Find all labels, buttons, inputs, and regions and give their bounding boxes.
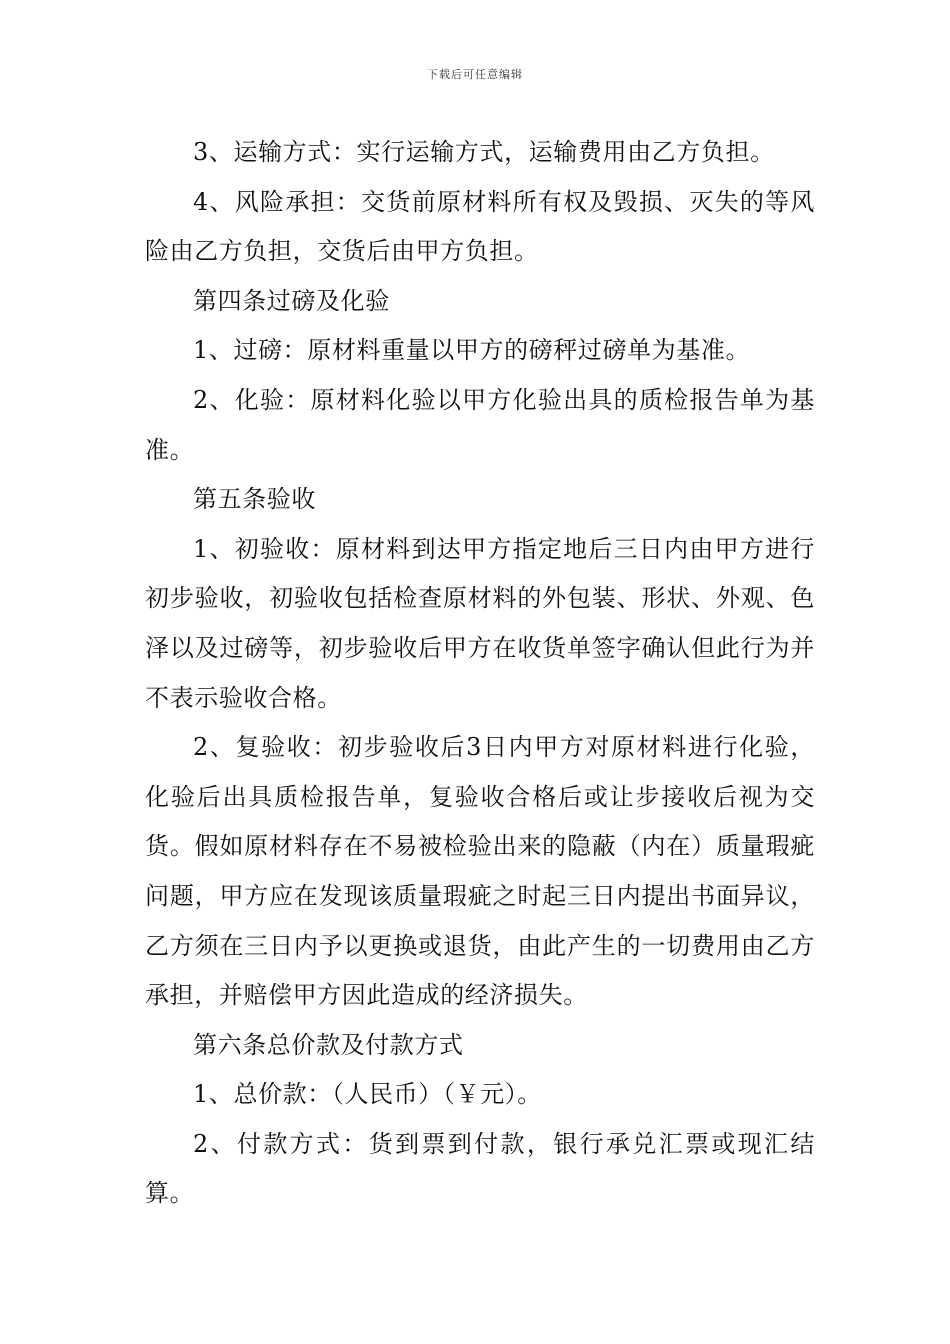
section-heading-acceptance: 第五条验收 (193, 485, 316, 514)
paragraph-risk: 4、风险承担：交货前原材料所有权及毁损、灭失的等风险由乙方负担，交货后由甲方负担。 (145, 187, 815, 266)
header-note: 下载后可任意编辑 (427, 68, 523, 81)
paragraph-assay: 2、化验：原材料化验以甲方化验出具的质检报告单为基准。 (145, 385, 815, 464)
paragraph-weighing: 1、过磅：原材料重量以甲方的磅秤过磅单为基准。 (193, 336, 751, 365)
section-heading-price: 第六条总价款及付款方式 (193, 1030, 464, 1059)
paragraph-transport: 3、运输方式：实行运输方式，运输费用由乙方负担。 (193, 138, 775, 166)
paragraph-initial-acceptance: 1、初验收：原材料到达甲方指定地后三日内由甲方进行初步验收，初验收包括检查原材料的外包装、形状、外观、色泽以及过磅等，初步验收后甲方在收货单签字确认但此行为并不表示验收合格。 (145, 534, 815, 712)
section-heading-weighing: 第四条过磅及化验 (193, 286, 390, 315)
paragraph-payment-method: 2、付款方式：货到票到付款，银行承兑汇票或现汇结算。 (145, 1129, 815, 1208)
document-body (145, 128, 815, 1219)
paragraph-total-price: 1、总价款：（人民币）（￥元）。 (193, 1080, 542, 1109)
paragraph-re-acceptance: 2、复验收：初步验收后3日内甲方对原材料进行化验，化验后出具质检报告单，复验收合格后或让步接收后视为交货。假如原材料存在不易被检验出来的隐蔽（内在）质量瑕疵问题，甲方应在发现该质量瑕疵之时起三日内提出书面异议，乙方须在三日内予以更换或退货，由此产生的一切费用由乙方承担，并赔偿甲方因此造成的经济损失。 (145, 733, 815, 1010)
